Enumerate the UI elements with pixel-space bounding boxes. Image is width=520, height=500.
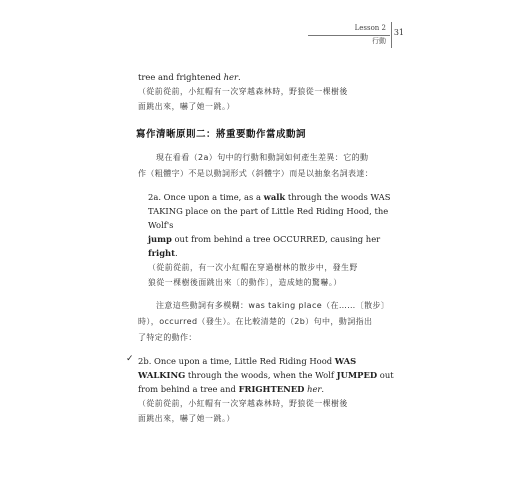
example-2a <box>138 190 400 290</box>
lesson-label: Lesson 2 <box>354 24 386 32</box>
section-heading: 寫作清晰原則二：將重要動作當成動詞 <box>136 129 307 140</box>
example-2b-line-2: WALKING through the woods, when the Wolf JUMPED out <box>138 370 394 380</box>
continued-example-zh-2: 面跳出來，嚇了她一跳。） <box>138 102 235 111</box>
paragraph-2-line-2: 時），occurred（發生）。在比較清楚的（2b）句中，動詞指出 <box>138 317 373 326</box>
example-2b-zh-1: （從前從前，小紅帽有一次穿越森林時，野狼從一棵樹後 <box>138 399 348 408</box>
page-number: 31 <box>393 28 404 37</box>
example-2b <box>126 354 400 426</box>
continued-example-en-text: tree and frightened her. <box>138 72 241 82</box>
example-2b-line-1: 2b. Once upon a time, Little Red Riding Hood WAS <box>138 356 357 366</box>
paragraph-2-line-3: 了特定的動作： <box>138 333 197 342</box>
example-2b-zh-2: 面跳出來，嚇了她一跳。） <box>138 414 235 423</box>
check-icon: ✓ <box>126 354 134 364</box>
example-2a-zh-1: （從前從前，有一次小紅帽在穿過樹林的散步中，發生野 <box>148 263 358 272</box>
running-header <box>300 24 520 64</box>
paragraph-1-line-1: 現在看看（2a）句中的行動和動詞如何產生差異：它的動 <box>156 153 369 162</box>
continued-example-en <box>138 70 400 84</box>
continued-example-zh-1: （從前從前，小紅帽有一次穿越森林時，野狼從一棵樹後 <box>138 87 348 96</box>
example-2a-zh-2: 狼從一棵樹後面跳出來〔的動作〕，造成她的驚嚇。） <box>148 278 342 287</box>
paragraph-2-line-1: 注意這些動詞有多模糊：was taking place（在……〔散步〕 <box>156 301 390 310</box>
example-2b-line-3: from behind a tree and FRIGHTENED her. <box>138 384 325 394</box>
lesson-subtitle: 行動 <box>372 37 386 45</box>
example-2a-line-2: TAKING place on the part of Little Red Riding Hood, the Wolf's <box>148 206 389 230</box>
example-2a-line-1: 2a. Once upon a time, as a walk through the woods WAS <box>148 192 391 202</box>
paragraph-1-line-2: 作（粗體字）不是以動詞形式（斜體字）而是以抽象名詞表達： <box>138 169 374 178</box>
header-divider <box>391 22 392 48</box>
example-2a-line-3: jump out from behind a tree OCCURRED, causing her fright. <box>148 234 381 258</box>
page-body <box>126 70 400 426</box>
